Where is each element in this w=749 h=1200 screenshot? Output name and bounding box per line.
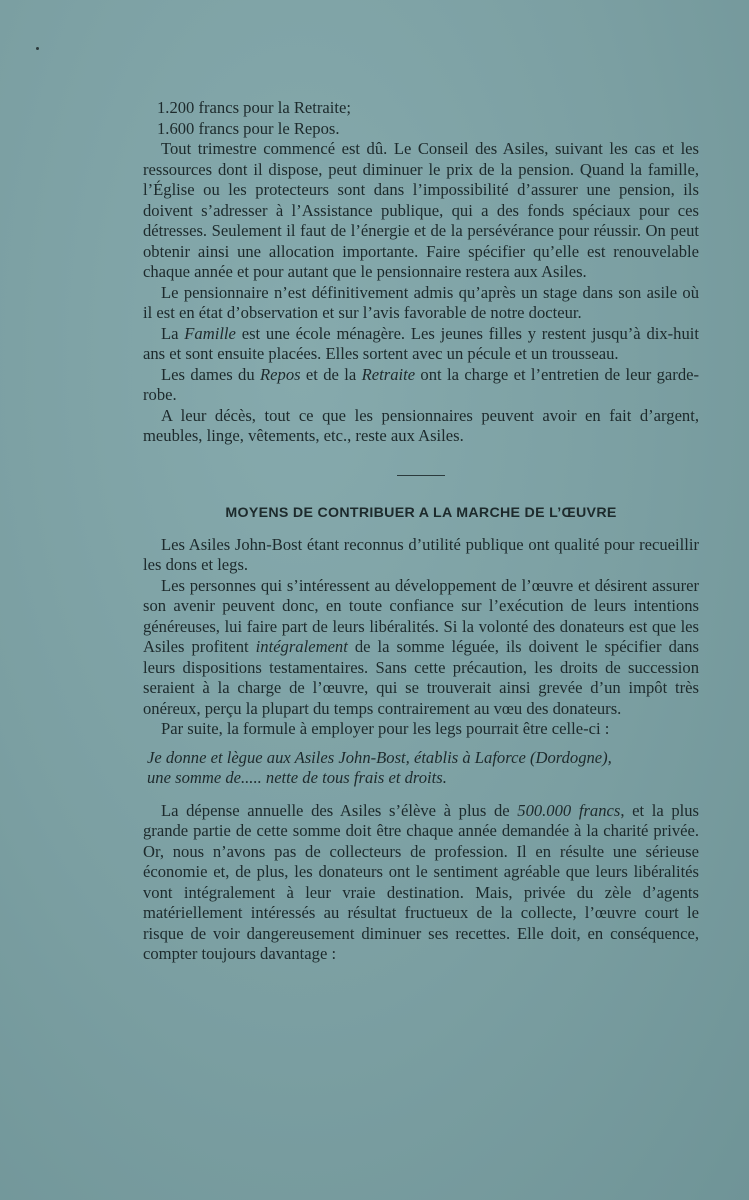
paragraph-famille: La Famille est une école ménagère. Les jeunes filles y restent jusqu’à dix-huit ans et sont ensuite placées. Elles sortent avec un pécule et un trousseau. bbox=[143, 323, 699, 363]
paragraph-personnes: Les personnes qui s’intéressent au développement de l’œuvre et désirent assurer son avenir peuvent donc, en toute confiance sur l’exécution de leurs intentions généreuses, lui faire part de leurs libéralités. Si la volonté des donateurs est que les Asiles profitent intégralement de la somme léguée, ils doivent le spécifier dans leurs dispositions testamentaires. Sans cette précaution, les droits de succession seraient à la charge de l’œuvre, qui se trouverait ainsi grevée d’un impôt très onéreux, perçu la plupart du temps contrairement au vœu des donateurs. bbox=[143, 575, 700, 718]
page-body bbox=[143, 98, 699, 965]
price-retraite: 1.200 francs pour la Retraite; bbox=[157, 98, 351, 117]
price-repos: 1.600 francs pour le Repos. bbox=[157, 118, 340, 138]
paragraph-trimestre: Tout trimestre commencé est dû. Le Conseil des Asiles, suivant les cas et les ressources dont il dispose, peut diminuer le prix de la pension. Quand la famille, l’Église ou les protecteurs sont dans l’impossibilité d’assurer une pension, ils doivent s’adresser à l’Assistance publique, qui a des fonds spéciaux pour ces détresses. Seulement il faut de l’énergie et de la persévérance pour réussir. On peut obtenir ainsi une allocation importante. Faire spécifier qu’elle est renouvelable chaque année et pour autant que le pensionnaire restera aux Asiles. bbox=[143, 139, 699, 281]
paragraph-depense: La dépense annuelle des Asiles s’élève à plus de 500.000 francs, et la plus grande partie de cette somme doit être chaque année demandée à la charité privée. Or, nous n’avons pas de collecteurs de profession. Il en résulte une sérieuse économie et, de plus, les donateurs ont le sentiment agréable que leurs libéralités vont intégralement à leur vraie destination. Mais, privée du zèle d’agents matériellement intéressés au résultat fructueux de la collecte, l’œuvre court le risque de voir dangereusement diminuer ses recettes. Elle doit, en conséquence, compter toujours davantage : bbox=[143, 800, 700, 963]
famille-italic: Famille bbox=[184, 323, 236, 343]
paragraph-pensionnaire: Le pensionnaire n’est définitivement admis qu’après un stage dans son asile où il est en état d’observation et sur l’avis favorable de notre docteur. bbox=[143, 282, 699, 322]
paragraph-reconnus: Les Asiles John-Bost étant reconnus d’utilité publique ont qualité pour recueillir les dons et legs. bbox=[143, 534, 699, 574]
paragraph-deces: A leur décès, tout ce que les pensionnaires peuvent avoir en fait d’argent, meubles, linge, vêtements, etc., reste aux Asiles. bbox=[143, 405, 699, 445]
ink-speck bbox=[36, 47, 39, 50]
section-divider bbox=[397, 475, 445, 476]
paragraph-par-suite: Par suite, la formule à employer pour les legs pourrait être celle-ci : bbox=[161, 719, 610, 738]
section-heading: MOYENS DE CONTRIBUER A LA MARCHE DE L’ŒUVRE bbox=[225, 504, 617, 521]
paragraph-dames: Les dames du Repos et de la Retraite ont la charge et l’entretien de leur garde-robe. bbox=[143, 364, 700, 404]
legacy-formula: Je donne et lègue aux Asiles John-Bost, établis à Laforce (Dordogne), une somme de..... nette de tous frais et droits. bbox=[147, 747, 612, 787]
